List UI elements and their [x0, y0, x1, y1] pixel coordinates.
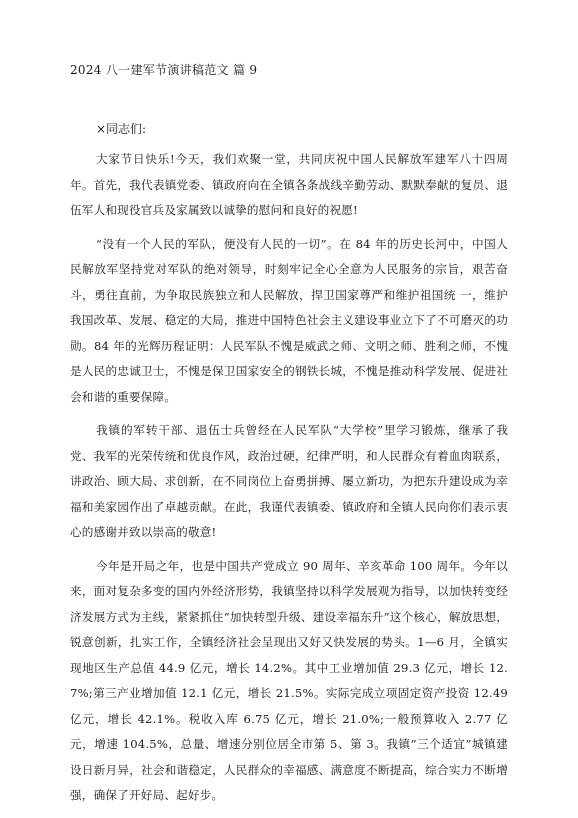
paragraph-economy: 今年是开局之年，也是中国共产党成立 90 周年、辛亥革命 100 周年。今年以来，面对复杂多变的国内外经济形势，我镇坚持以科学发展观为指导，以加快转变经济发展方式为主线，紧紧抓住“加快转型升级、建设幸福东升”这个核心，解放思想，锐意创新，扎实工作，全镇经济社会呈现出又好又快发展的势头。1—6 月，全镇实现地区生产总值 44.9 亿元，增长 14.2%。其中工业增加值 29.3 亿元，增长 12.7%;第三产业增加值 12.1 亿元，增长 21.5%。实际完成立项固定资产投资 12.49 亿元，增长 42.1%。税收入库 6.75 亿元，增长 21.0%;一般预算收入 2.77 亿元，增速 104.5%，总量、增速分别位居全市第 5、第 3。我镇”三个适宜”城镇建设日新月异，社会和谐稳定，人民群众的幸福感、满意度不断提高，综合实力不断增强，确保了开好局、起好步。	[70, 558, 508, 802]
document-body	[70, 147, 508, 817]
document-title: 2024 八一建军节演讲稿范文 篇 9	[70, 63, 258, 77]
paragraph-greeting: 大家节日快乐!今天，我们欢聚一堂，共同庆祝中国人民解放军建军八十四周年。首先，我代表镇党委、镇政府向在全镇各条战线辛勤劳动、默默奉献的复员、退伍军人和现役官兵及家属致以诚挚的慰问和良好的祝愿!	[70, 152, 508, 217]
salutation: ×同志们:	[96, 122, 147, 136]
paragraph-veterans: 我镇的军转干部、退伍士兵曾经在人民军队“大学校”里学习锻炼，继承了我党、我军的光荣传统和优良作风，政治过硬，纪律严明，和人民群众有着血肉联系，讲政治、顾大局、求创新，在不同岗位上奋勇拼搏、屡立新功，为把东升建设成为幸福和美家园作出了卓越贡献。在此，我谨代表镇委、镇政府和全镇人民向你们表示衷心的感谢并致以崇高的敬意!	[70, 423, 508, 539]
paragraph-history: “没有一个人民的军队，便没有人民的一切”。在 84 年的历史长河中，中国人民解放军坚持党对军队的绝对领导，时刻牢记全心全意为人民服务的宗旨，艰苦奋斗，勇往直前，为争取民族独立和人民解放，捍卫国家尊严和维护祖国统 一，维护我国改革、发展、稳定的大局，推进中国特色社会主义建设事业立下了不可磨灭的功勋。84 年的光辉历程证明：人民军队不愧是威武之师、文明之师、胜利之师，不愧是人民的忠诚卫士，不愧是保卫国家安全的钢铁长城，不愧是推动科学发展、促进社会和谐的重要保障。	[70, 236, 508, 404]
